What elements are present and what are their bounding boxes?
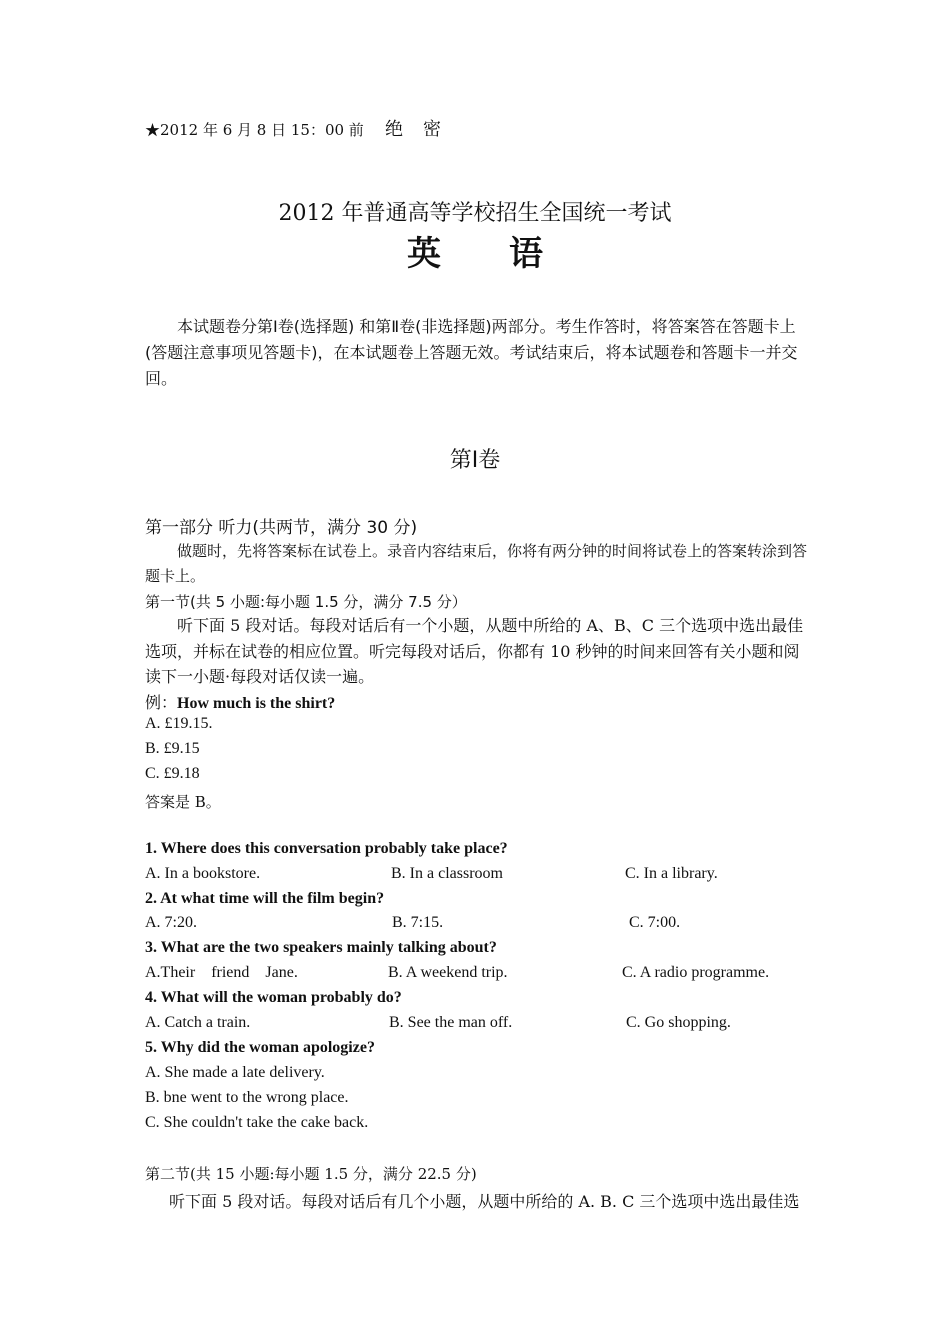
- question-1-option-c: C. In a library.: [625, 865, 718, 882]
- confidential-mark: 绝 密: [385, 119, 442, 140]
- example-option-b: B. £9.15: [145, 740, 200, 757]
- question-2-option-a: A. 7:20.: [145, 914, 197, 931]
- question-3-option-c: C. A radio programme.: [622, 964, 770, 981]
- example-option-a: A. £19.15.: [145, 715, 213, 732]
- question-4-option-b: B. See the man off.: [389, 1014, 513, 1031]
- section1-heading: [145, 591, 467, 612]
- section1-heading-mid: (共 5 小题:每小题 1.5 分，满分 7.5 分: [190, 593, 452, 611]
- question-2: 2. At what time will the film begin?: [145, 890, 385, 907]
- question-3-option-b: B. A weekend trip.: [388, 964, 508, 981]
- part1-title: 第一部分 听力(共两节，满分 30 分): [145, 518, 418, 538]
- question-5: 5. Why did the woman apologize?: [145, 1039, 375, 1056]
- question-4-option-a: A. Catch a train.: [145, 1014, 251, 1031]
- question-5-option-a: A. She made a late delivery.: [145, 1064, 325, 1081]
- example-label: 例：: [145, 693, 178, 712]
- question-2-option-c: C. 7:00.: [629, 914, 681, 931]
- question-2-option-b: B. 7:15.: [392, 914, 444, 931]
- question-1-option-b: B. In a classroom: [391, 865, 503, 882]
- question-4-option-c: C. Go shopping.: [626, 1014, 731, 1031]
- volume-title: 第Ⅰ卷: [449, 448, 501, 473]
- intro-paragraph: 本试题卷分第Ⅰ卷(选择题) 和第Ⅱ卷(非选择题)两部分。考生作答时，将答案答在答题卡上(答题注意事项见答题卡)，在本试题卷上答题无效。考试结束后，将本试题卷和答题卡一并交回。: [145, 317, 798, 388]
- question-1-option-a: A. In a bookstore.: [145, 865, 261, 882]
- example-option-c: C. £9.18: [145, 765, 200, 782]
- section1-heading-pre: 第一节: [145, 593, 191, 611]
- section1-heading-post: ）: [451, 593, 467, 611]
- confidential-date: ★2012 年 6 月 8 日 15：00 前: [145, 121, 364, 139]
- question-5-option-b: B. bne went to the wrong place.: [145, 1089, 349, 1106]
- exam-title: 2012 年普通高等学校招生全国统一考试: [278, 201, 672, 226]
- example-answer: 答案是 B。: [145, 793, 221, 811]
- subject-title: 英 语: [407, 234, 543, 274]
- question-3-option-a: A.Their friend Jane.: [145, 964, 298, 981]
- question-3: 3. What are the two speakers mainly talking about?: [145, 939, 497, 956]
- example-question-text: How much is the shirt?: [177, 695, 336, 712]
- section2-instruction: 听下面 5 段对话。每段对话后有几个小题，从题中所给的 A. B. C 三个选项中选出最佳选: [169, 1192, 800, 1211]
- question-4: 4. What will the woman probably do?: [145, 989, 402, 1006]
- part1-instruction: 做题时，先将答案标在试卷上。录音内容结束后，你将有两分钟的时间将试卷上的答案转涂到答题卡上。: [145, 542, 808, 585]
- question-5-option-c: C. She couldn't take the cake back.: [145, 1114, 369, 1131]
- section2-heading: 第二节(共 15 小题:每小题 1.5 分，满分 22.5 分): [145, 1165, 477, 1183]
- section1-instruction: 听下面 5 段对话。每段对话后有一个小题，从题中所给的 A、B、C 三个选项中选出最佳选项，并标在试卷的相应位置。听完每段对话后，你都有 10 秒钟的时间来回答有关小题和阅读下一小题·每段对话仅读一遍。: [145, 616, 804, 686]
- question-1: 1. Where does this conversation probably take place?: [145, 840, 508, 857]
- example-question: [145, 690, 335, 713]
